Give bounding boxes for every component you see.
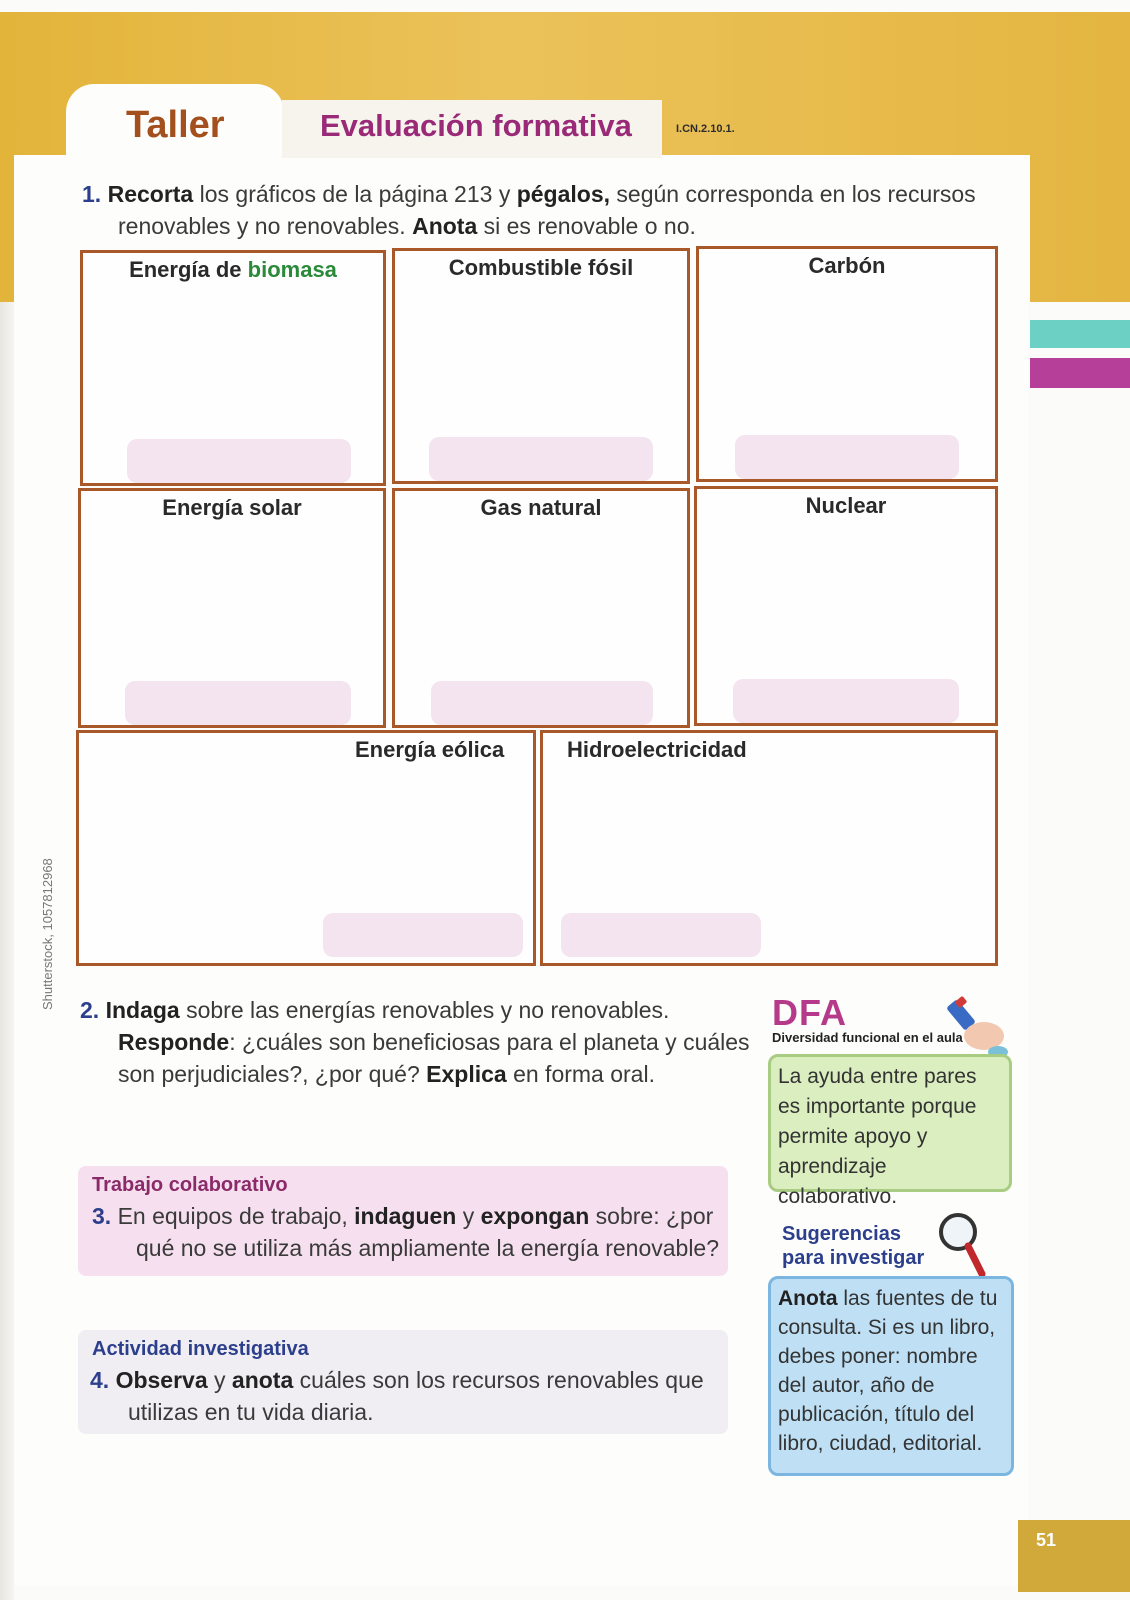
question-2-line-2 [118, 1026, 750, 1058]
q1-text: si es renovable o no. [477, 213, 696, 239]
page-number: 51 [1036, 1530, 1057, 1550]
box-carbon[interactable] [696, 246, 998, 482]
q1-text: los gráficos de la página 213 y [193, 181, 517, 207]
panel-title-trabajo-colaborativo: Trabajo colaborativo [92, 1174, 288, 1196]
box-label: Energía eólica [355, 737, 505, 762]
box-combustible-fosil[interactable] [392, 248, 690, 484]
box-label: Hidroelectricidad [567, 737, 747, 762]
box-energia-solar[interactable] [78, 488, 386, 728]
sugerencias-line: publicación, título del [778, 1403, 975, 1426]
box-gas-natural[interactable] [392, 488, 690, 728]
q2-keyword-responde: Responde [118, 1029, 230, 1055]
dfa-line: La ayuda entre pares [778, 1065, 977, 1088]
box-label: Nuclear [805, 493, 887, 518]
box-label-text: Energía de [129, 257, 248, 282]
q3-text: En equipos de trabajo, [111, 1203, 355, 1229]
q2-text: en forma oral. [506, 1061, 655, 1087]
answer-slot[interactable] [561, 913, 761, 957]
box-hidroelectricidad[interactable] [540, 730, 998, 966]
question-2-number: 2. [80, 997, 100, 1023]
question-4-line-2: utilizas en tu vida diaria. [128, 1399, 374, 1425]
box-energia-biomasa[interactable] [80, 250, 386, 486]
q1-keyword-anota: Anota [412, 213, 478, 239]
q2-text: sobre las energías renovables y no renovables. [179, 997, 670, 1023]
sugerencias-line: debes poner: nombre [778, 1345, 978, 1368]
box-label: Gas natural [480, 495, 602, 520]
question-4-number: 4. [90, 1367, 110, 1393]
answer-slot[interactable] [429, 437, 653, 481]
q1-keyword-pegalos: pégalos, [516, 181, 611, 207]
q3-text: sobre: ¿por [589, 1203, 714, 1229]
sugerencias-line-text: las fuentes de tu [837, 1287, 998, 1310]
question-1-number: 1. [82, 181, 102, 207]
q4-text: cuáles son los recursos renovables que [293, 1367, 704, 1393]
answer-slot[interactable] [323, 913, 523, 957]
q2-text: : ¿cuáles son beneficiosas para el planeta y cuáles [229, 1029, 750, 1055]
question-3-number: 3. [92, 1203, 112, 1229]
q1-text: según corresponda en los recursos [610, 181, 976, 207]
sugerencias-title-line: Sugerencias [782, 1223, 901, 1245]
q3-keyword-indaguen: indaguen [354, 1203, 457, 1229]
photo-credit: Shutterstock, 1057812968 [40, 858, 55, 1010]
q4-keyword-observa: Observa [115, 1367, 208, 1393]
dfa-subtitle: Diversidad funcional en el aula [772, 1030, 963, 1045]
q2-text: son perjudiciales?, ¿por qué? [118, 1061, 427, 1087]
question-3-line-2: qué no se utiliza más ampliamente la energía renovable? [136, 1235, 720, 1261]
q2-keyword-indaga: Indaga [105, 997, 180, 1023]
q3-text: y [456, 1203, 481, 1229]
dfa-line: permite apoyo y [778, 1125, 928, 1148]
dfa-text [778, 1062, 1008, 1212]
dfa-line: es importante porque [778, 1095, 977, 1118]
box-label: Energía solar [162, 495, 302, 520]
q3-keyword-expongan: expongan [480, 1203, 590, 1229]
box-label-accent: biomasa [247, 257, 337, 282]
sugerencias-title-line: para investigar [782, 1247, 925, 1269]
question-2-line-3 [118, 1058, 655, 1090]
sugerencias-keyword-anota: Anota [778, 1287, 838, 1310]
sugerencias-line: del autor, año de [778, 1374, 935, 1397]
box-label: Combustible fósil [448, 255, 634, 280]
magnifier-icon [934, 1210, 990, 1280]
decor-teal-bar [1030, 320, 1130, 348]
sugerencias-title [782, 1222, 924, 1270]
curriculum-code: I.CN.2.10.1. [676, 123, 735, 135]
question-1-line-2 [118, 210, 696, 242]
question-3-line-1 [92, 1200, 713, 1232]
answer-slot[interactable] [735, 435, 959, 479]
question-4-line-1 [90, 1364, 704, 1396]
decor-magenta-bar [1030, 358, 1130, 388]
q2-keyword-explica: Explica [426, 1061, 507, 1087]
sugerencias-text [778, 1284, 1012, 1458]
page-margin-right [1028, 302, 1130, 1600]
answer-slot[interactable] [431, 681, 653, 725]
box-label: Carbón [808, 253, 886, 278]
box-label [83, 257, 383, 283]
answer-slot[interactable] [127, 439, 351, 483]
dfa-line: aprendizaje colaborativo. [778, 1155, 898, 1208]
panel-title-actividad-investigativa: Actividad investigativa [92, 1338, 309, 1360]
sugerencias-line: libro, ciudad, editorial. [778, 1432, 983, 1455]
question-2-line-1 [80, 994, 669, 1026]
sugerencias-line: consulta. Si es un libro, [778, 1316, 996, 1339]
question-1-line-1 [82, 178, 976, 210]
q1-text: renovables y no renovables. [118, 213, 413, 239]
sugerencias-line [778, 1284, 1012, 1313]
q4-keyword-anota: anota [231, 1367, 294, 1393]
dfa-title: DFA [772, 992, 847, 1033]
tab-taller: Taller [126, 104, 225, 146]
tab-evaluacion-formativa: Evaluación formativa [320, 108, 632, 143]
box-nuclear[interactable] [694, 486, 998, 726]
q1-keyword-recorta: Recorta [107, 181, 194, 207]
q4-text: y [207, 1367, 232, 1393]
answer-slot[interactable] [733, 679, 959, 723]
answer-slot[interactable] [125, 681, 351, 725]
box-energia-eolica[interactable] [76, 730, 536, 966]
page-number-box [1018, 1520, 1130, 1592]
